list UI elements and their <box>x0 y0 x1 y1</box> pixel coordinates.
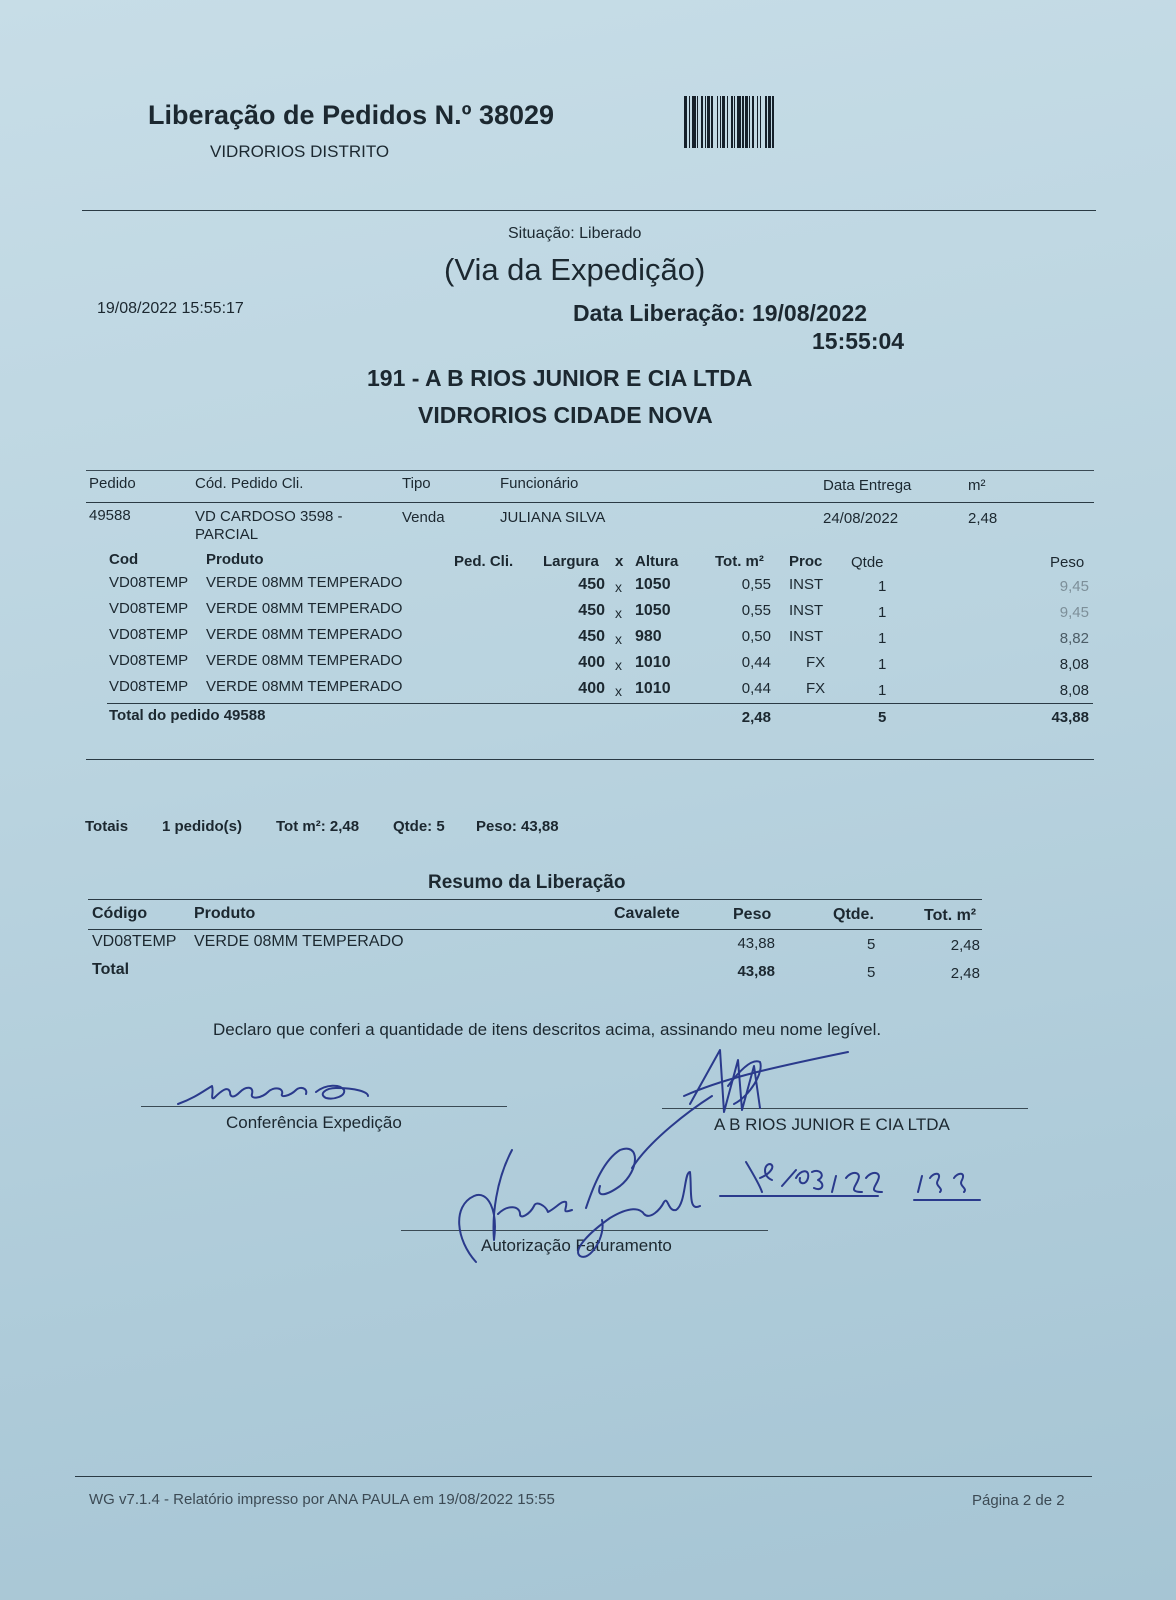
item-col-qtde: Qtde <box>851 554 884 571</box>
item-cod: VD08TEMP <box>109 678 189 695</box>
item-altura: 980 <box>635 628 662 645</box>
order-total-label: Total do pedido 49588 <box>109 707 266 724</box>
handwritten-date-stroke <box>720 1162 980 1200</box>
col-data-entrega: Data Entrega <box>823 477 912 494</box>
resumo-col-tot-m2: Tot. m² <box>924 907 977 924</box>
handwritten-date-text <box>746 1170 753 1171</box>
client-store: VIDRORIOS CIDADE NOVA <box>418 402 713 428</box>
handwritten-autorizacao-text <box>500 1200 505 1201</box>
declaration-text: Declaro que conferi a quantidade de itens descritos acima, assinando meu nome legível. <box>213 1020 882 1039</box>
item-proc: FX <box>806 680 826 697</box>
handwritten-conferencia-text <box>222 1072 225 1073</box>
document-title: Liberação de Pedidos N.º 38029 <box>148 100 555 130</box>
item-cod: VD08TEMP <box>109 652 189 669</box>
item-produto: VERDE 08MM TEMPERADO <box>206 574 403 591</box>
resumo-col-peso: Peso <box>733 906 772 923</box>
footer-page: Página 2 de 2 <box>972 1492 1065 1509</box>
resumo-total-peso: 43,88 <box>737 963 775 980</box>
item-tot-m2: 0,55 <box>741 602 771 619</box>
item-col-altura: Altura <box>635 553 679 570</box>
item-col-peso: Peso <box>1050 554 1085 571</box>
col-funcionario: Funcionário <box>500 475 579 492</box>
totais-label: Totais <box>85 818 129 835</box>
item-tot-m2: 0,44 <box>741 680 771 697</box>
resumo-qtde: 5 <box>867 936 876 953</box>
conferencia-label: Conferência Expedição <box>226 1113 402 1132</box>
item-col-largura: Largura <box>543 553 599 570</box>
order-total-m2: 2,48 <box>741 709 771 726</box>
item-peso: 8,82 <box>1059 630 1089 647</box>
item-peso: 8,08 <box>1059 656 1089 673</box>
item-largura: 400 <box>578 680 605 697</box>
resumo-col-qtde: Qtde. <box>833 906 874 923</box>
totais-tot-m2: Tot m²: 2,48 <box>276 818 360 835</box>
data-liberacao-time: 15:55:04 <box>812 328 905 354</box>
order-funcionario: JULIANA SILVA <box>500 509 606 526</box>
footer-printed-by: WG v7.1.4 - Relatório impresso por ANA PAULA em 19/08/2022 15:55 <box>89 1491 555 1508</box>
order-m2: 2,48 <box>968 510 998 527</box>
totais-qtde: Qtde: 5 <box>393 818 445 835</box>
col-m2: m² <box>968 477 986 494</box>
order-data-entrega: 24/08/2022 <box>823 510 899 527</box>
via-label: (Via da Expedição) <box>444 252 706 287</box>
resumo-tot-m2: 2,48 <box>950 937 980 954</box>
item-largura: 450 <box>578 576 605 593</box>
item-peso: 9,45 <box>1059 578 1089 595</box>
company-signature-label: A B RIOS JUNIOR E CIA LTDA <box>714 1115 950 1134</box>
item-proc: FX <box>806 654 826 671</box>
resumo-title: Resumo da Liberação <box>428 872 626 893</box>
resumo-col-cavalete: Cavalete <box>614 905 680 922</box>
resumo-codigo: VD08TEMP <box>92 933 177 950</box>
item-altura: 1010 <box>635 654 671 671</box>
order-cod-cli-line2: PARCIAL <box>195 526 259 543</box>
item-tot-m2: 0,44 <box>741 654 771 671</box>
order-total-qtde: 5 <box>878 709 887 726</box>
item-qtde: 1 <box>878 630 887 647</box>
col-tipo: Tipo <box>402 475 431 492</box>
item-produto: VERDE 08MM TEMPERADO <box>206 678 403 695</box>
order-pedido: 49588 <box>89 507 131 524</box>
item-proc: INST <box>789 628 824 645</box>
item-col-ped-cli: Ped. Cli. <box>454 553 514 570</box>
item-peso: 8,08 <box>1059 682 1089 699</box>
item-largura: 400 <box>578 654 605 671</box>
item-proc: INST <box>789 576 824 593</box>
company-signature-stroke <box>632 1050 848 1168</box>
resumo-peso: 43,88 <box>737 935 775 952</box>
item-produto: VERDE 08MM TEMPERADO <box>206 626 403 643</box>
item-x: x <box>615 631 622 647</box>
footer-divider <box>75 1476 1092 1477</box>
item-cod: VD08TEMP <box>109 574 189 591</box>
item-qtde: 1 <box>878 656 887 673</box>
item-tot-m2: 0,50 <box>741 628 771 645</box>
resumo-total-qtde: 5 <box>867 964 876 981</box>
col-cod-pedido-cli: Cód. Pedido Cli. <box>195 475 304 492</box>
resumo-total-tot-m2: 2,48 <box>950 965 980 982</box>
item-largura: 450 <box>578 602 605 619</box>
resumo-total-label: Total <box>92 961 130 978</box>
item-qtde: 1 <box>878 578 887 595</box>
resumo-col-produto: Produto <box>194 905 256 922</box>
totais-pedidos: 1 pedido(s) <box>162 818 243 835</box>
item-cod: VD08TEMP <box>109 600 189 617</box>
item-col-tot-m2: Tot. m² <box>715 553 764 570</box>
item-produto: VERDE 08MM TEMPERADO <box>206 600 403 617</box>
status-situacao: Situação: Liberado <box>508 225 642 242</box>
item-qtde: 1 <box>878 604 887 621</box>
resumo-produto: VERDE 08MM TEMPERADO <box>194 933 404 950</box>
autorizacao-signature-stroke <box>459 1149 700 1262</box>
item-x: x <box>615 683 622 699</box>
item-proc: INST <box>789 602 824 619</box>
conferencia-signature-stroke <box>178 1086 368 1104</box>
resumo-col-codigo: Código <box>92 905 148 922</box>
item-col-cod: Cod <box>109 551 139 568</box>
col-pedido: Pedido <box>89 475 136 492</box>
item-largura: 450 <box>578 628 605 645</box>
item-produto: VERDE 08MM TEMPERADO <box>206 652 403 669</box>
item-altura: 1010 <box>635 680 671 697</box>
item-col-produto: Produto <box>206 551 264 568</box>
order-total-peso: 43,88 <box>1051 709 1089 726</box>
item-x: x <box>615 579 622 595</box>
item-altura: 1050 <box>635 576 671 593</box>
item-qtde: 1 <box>878 682 887 699</box>
item-col-x: x <box>615 553 624 570</box>
order-tipo: Venda <box>402 509 445 526</box>
printed-datetime: 19/08/2022 15:55:17 <box>97 300 244 317</box>
item-x: x <box>615 605 622 621</box>
order-cod-cli-line1: VD CARDOSO 3598 - <box>195 508 343 525</box>
data-liberacao: Data Liberação: 19/08/2022 <box>573 300 868 326</box>
item-peso: 9,45 <box>1059 604 1089 621</box>
totais-peso: Peso: 43,88 <box>476 818 559 835</box>
company-name: VIDRORIOS DISTRITO <box>210 142 390 161</box>
item-x: x <box>615 657 622 673</box>
item-altura: 1050 <box>635 602 671 619</box>
item-col-proc: Proc <box>789 553 823 570</box>
item-tot-m2: 0,55 <box>741 576 771 593</box>
autorizacao-label: Autorização Faturamento <box>481 1236 672 1255</box>
client-name: 191 - A B RIOS JUNIOR E CIA LTDA <box>367 365 753 391</box>
item-cod: VD08TEMP <box>109 626 189 643</box>
